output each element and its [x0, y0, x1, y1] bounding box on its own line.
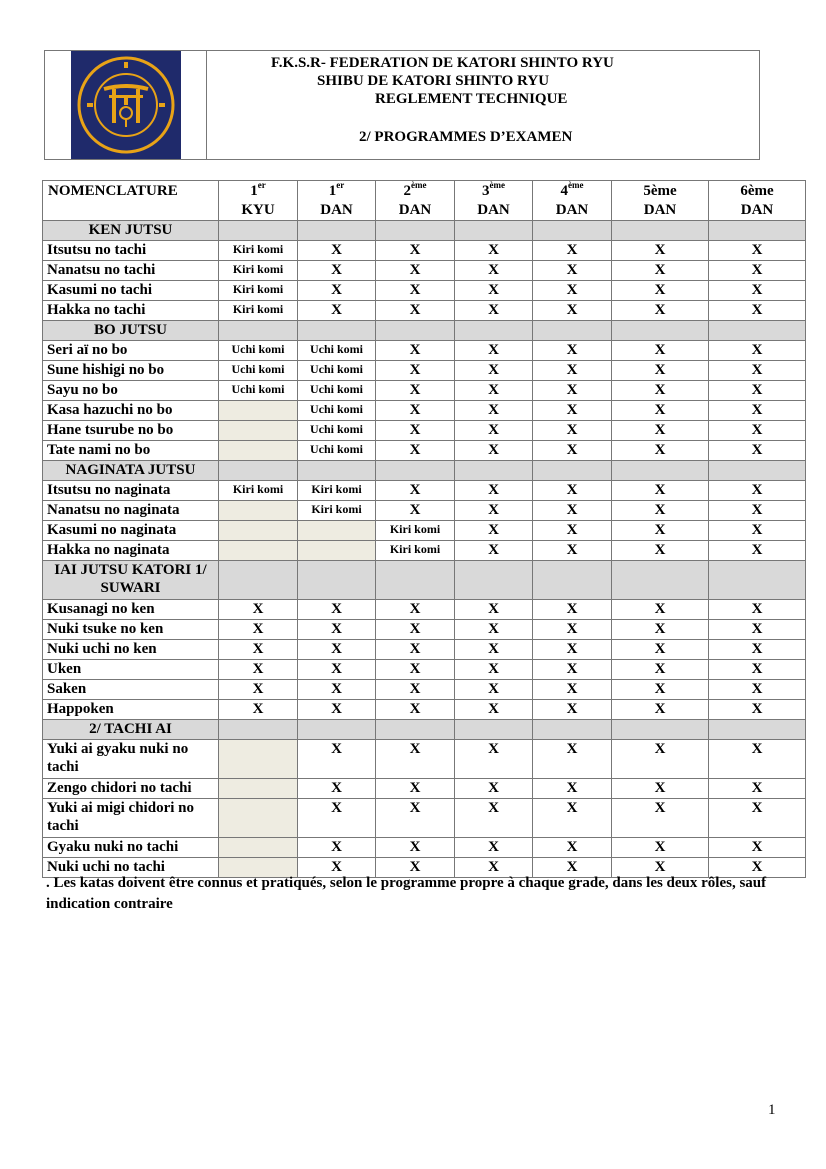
section-empty-cell: [219, 461, 298, 481]
kata-name: Sune hishigi no bo: [43, 361, 219, 381]
exam-program-table: [42, 180, 806, 878]
kata-name: Sayu no bo: [43, 381, 219, 401]
section-empty-cell: [612, 561, 709, 600]
section-empty-cell: [612, 221, 709, 241]
grade-cell: X: [455, 700, 533, 720]
grade-cell: X: [376, 421, 455, 441]
kata-name: Happoken: [43, 700, 219, 720]
grade-cell: X: [533, 541, 612, 561]
grade-cell: X: [533, 600, 612, 620]
grade-cell: X: [376, 401, 455, 421]
grade-cell: X: [455, 858, 533, 878]
grade-cell: X: [612, 660, 709, 680]
header-line-programmes: 2/ PROGRAMMES D’EXAMEN: [359, 129, 573, 145]
grade-cell: X: [219, 640, 298, 660]
section-empty-cell: [709, 561, 806, 600]
grade-cell: X: [612, 541, 709, 561]
table-row: [43, 281, 806, 301]
grade-cell: X: [376, 660, 455, 680]
grade-cell: X: [612, 799, 709, 838]
grade-cell: X: [455, 261, 533, 281]
grade-cell: X: [709, 779, 806, 799]
grade-cell: X: [612, 301, 709, 321]
grade-cell: X: [612, 341, 709, 361]
grade-cell: X: [298, 281, 376, 301]
grade-cell: Uchi komi: [298, 421, 376, 441]
grade-cell: X: [455, 241, 533, 261]
table-row: [43, 401, 806, 421]
table-row: [43, 838, 806, 858]
kata-name: Kasumi no tachi: [43, 281, 219, 301]
table-section-row: [43, 561, 806, 600]
grade-cell: X: [709, 441, 806, 461]
grade-cell: X: [298, 799, 376, 838]
table-row: [43, 799, 806, 838]
grade-cell: X: [612, 421, 709, 441]
table-row: [43, 541, 806, 561]
grade-cell: X: [709, 660, 806, 680]
grade-cell: X: [612, 600, 709, 620]
grade-cell: X: [455, 680, 533, 700]
grade-cell: X: [376, 381, 455, 401]
grade-cell: X: [376, 301, 455, 321]
grade-cell: X: [533, 838, 612, 858]
grade-cell: X: [455, 281, 533, 301]
section-empty-cell: [219, 221, 298, 241]
grade-cell: X: [455, 779, 533, 799]
grade-cell: X: [376, 361, 455, 381]
kata-name: Itsutsu no naginata: [43, 481, 219, 501]
table-row: [43, 640, 806, 660]
grade-cell: X: [219, 680, 298, 700]
grade-cell: X: [533, 281, 612, 301]
empty-cell: [219, 799, 298, 838]
grade-cell: X: [376, 620, 455, 640]
grade-cell: X: [709, 241, 806, 261]
grade-cell: X: [298, 680, 376, 700]
table-row: [43, 361, 806, 381]
grade-cell: X: [612, 441, 709, 461]
fksr-logo-icon: [71, 51, 181, 159]
grade-cell: X: [455, 501, 533, 521]
section-empty-cell: [612, 321, 709, 341]
section-empty-cell: [455, 461, 533, 481]
section-empty-cell: [219, 321, 298, 341]
grade-cell: X: [455, 660, 533, 680]
grade-cell: X: [298, 301, 376, 321]
grade-cell: X: [533, 680, 612, 700]
grade-cell: Kiri komi: [298, 481, 376, 501]
grade-cell: X: [455, 381, 533, 401]
grade-cell: X: [709, 838, 806, 858]
kata-name: Yuki ai migi chidori no tachi: [43, 799, 219, 838]
grade-cell: X: [455, 640, 533, 660]
grade-cell: X: [612, 501, 709, 521]
grade-cell: X: [376, 799, 455, 838]
grade-cell: X: [376, 740, 455, 779]
grade-cell: X: [612, 640, 709, 660]
grade-cell: X: [219, 600, 298, 620]
section-empty-cell: [298, 221, 376, 241]
grade-cell: Kiri komi: [298, 501, 376, 521]
empty-cell: [219, 838, 298, 858]
column-header-grade: 5ème DAN: [612, 181, 709, 221]
section-empty-cell: [376, 221, 455, 241]
section-empty-cell: [533, 561, 612, 600]
section-empty-cell: [455, 321, 533, 341]
kata-name: Tate nami no bo: [43, 441, 219, 461]
table-row: [43, 421, 806, 441]
grade-cell: X: [612, 680, 709, 700]
grade-cell: X: [455, 341, 533, 361]
table-row: [43, 740, 806, 779]
grade-cell: X: [533, 261, 612, 281]
grade-cell: X: [455, 521, 533, 541]
section-empty-cell: [533, 461, 612, 481]
header-line-shibu: SHIBU DE KATORI SHINTO RYU: [317, 73, 550, 89]
kata-name: Nuki tsuke no ken: [43, 620, 219, 640]
kata-name: Saken: [43, 680, 219, 700]
grade-cell: X: [376, 501, 455, 521]
document-header: [44, 50, 760, 160]
grade-cell: X: [612, 700, 709, 720]
grade-cell: X: [709, 421, 806, 441]
table-row: [43, 241, 806, 261]
table-row: [43, 700, 806, 720]
empty-cell: [219, 740, 298, 779]
grade-cell: X: [455, 361, 533, 381]
grade-cell: X: [533, 361, 612, 381]
grade-cell: X: [376, 779, 455, 799]
table-row: [43, 521, 806, 541]
column-header-grade: 1er DAN: [298, 181, 376, 221]
grade-cell: Uchi komi: [219, 361, 298, 381]
grade-cell: X: [455, 799, 533, 838]
grade-cell: X: [533, 799, 612, 838]
column-header-grade: 6ème DAN: [709, 181, 806, 221]
kata-name: Zengo chidori no tachi: [43, 779, 219, 799]
grade-cell: X: [612, 838, 709, 858]
grade-cell: X: [612, 521, 709, 541]
grade-cell: X: [533, 441, 612, 461]
header-titles: [207, 51, 759, 159]
section-empty-cell: [612, 720, 709, 740]
grade-cell: X: [612, 620, 709, 640]
table-row: [43, 301, 806, 321]
grade-cell: X: [376, 481, 455, 501]
grade-cell: X: [376, 341, 455, 361]
grade-cell: Uchi komi: [298, 361, 376, 381]
grade-cell: X: [709, 501, 806, 521]
grade-cell: X: [709, 381, 806, 401]
grade-cell: X: [376, 441, 455, 461]
column-header-grade: 2ème DAN: [376, 181, 455, 221]
section-title: KEN JUTSU: [43, 221, 219, 241]
section-title: IAI JUTSU KATORI 1/ SUWARI: [43, 561, 219, 600]
grade-cell: X: [533, 660, 612, 680]
grade-cell: X: [455, 541, 533, 561]
grade-cell: X: [612, 401, 709, 421]
grade-cell: X: [533, 740, 612, 779]
table-row: [43, 381, 806, 401]
grade-cell: Uchi komi: [219, 381, 298, 401]
grade-cell: X: [533, 301, 612, 321]
grade-cell: X: [709, 700, 806, 720]
kata-name: Nuki uchi no ken: [43, 640, 219, 660]
grade-cell: X: [298, 600, 376, 620]
grade-cell: X: [533, 341, 612, 361]
grade-cell: X: [298, 838, 376, 858]
column-header-grade: 4ème DAN: [533, 181, 612, 221]
grade-cell: X: [376, 700, 455, 720]
section-empty-cell: [533, 321, 612, 341]
header-line-reglement: REGLEMENT TECHNIQUE: [375, 91, 568, 107]
table-row: [43, 600, 806, 620]
table-section-row: [43, 221, 806, 241]
grade-cell: X: [298, 261, 376, 281]
table-section-row: [43, 720, 806, 740]
section-empty-cell: [376, 561, 455, 600]
grade-cell: Kiri komi: [219, 241, 298, 261]
grade-cell: X: [298, 779, 376, 799]
empty-cell: [219, 501, 298, 521]
grade-cell: X: [455, 301, 533, 321]
logo-cell: [45, 51, 207, 159]
grade-cell: X: [376, 241, 455, 261]
grade-cell: X: [533, 700, 612, 720]
table-row: [43, 680, 806, 700]
section-empty-cell: [612, 461, 709, 481]
grade-cell: X: [533, 401, 612, 421]
grade-cell: X: [376, 281, 455, 301]
section-title: NAGINATA JUTSU: [43, 461, 219, 481]
kata-name: Itsutsu no tachi: [43, 241, 219, 261]
grade-cell: X: [376, 858, 455, 878]
grade-cell: X: [298, 620, 376, 640]
table-header-row: [43, 181, 806, 221]
table-row: [43, 501, 806, 521]
grade-cell: X: [298, 858, 376, 878]
section-empty-cell: [709, 321, 806, 341]
grade-cell: X: [219, 660, 298, 680]
grade-cell: X: [709, 521, 806, 541]
section-title: BO JUTSU: [43, 321, 219, 341]
grade-cell: X: [376, 600, 455, 620]
table-section-row: [43, 321, 806, 341]
section-empty-cell: [709, 720, 806, 740]
kata-name: Nuki uchi no tachi: [43, 858, 219, 878]
grade-cell: X: [612, 281, 709, 301]
table-row: [43, 620, 806, 640]
section-title: 2/ TACHI AI: [43, 720, 219, 740]
grade-cell: X: [376, 680, 455, 700]
empty-cell: [298, 541, 376, 561]
page-number: 1: [768, 1102, 776, 1118]
table-row: [43, 779, 806, 799]
grade-cell: X: [533, 481, 612, 501]
section-empty-cell: [298, 561, 376, 600]
grade-cell: X: [533, 858, 612, 878]
grade-cell: Kiri komi: [219, 301, 298, 321]
grade-cell: X: [709, 740, 806, 779]
grade-cell: X: [709, 858, 806, 878]
empty-cell: [219, 421, 298, 441]
grade-cell: X: [298, 740, 376, 779]
grade-cell: X: [219, 700, 298, 720]
kata-name: Kusanagi no ken: [43, 600, 219, 620]
grade-cell: X: [709, 799, 806, 838]
grade-cell: X: [612, 481, 709, 501]
table-section-row: [43, 461, 806, 481]
section-empty-cell: [376, 461, 455, 481]
grade-cell: X: [612, 261, 709, 281]
grade-cell: X: [376, 838, 455, 858]
grade-cell: X: [709, 541, 806, 561]
grade-cell: Uchi komi: [298, 401, 376, 421]
grade-cell: X: [219, 620, 298, 640]
grade-cell: X: [533, 381, 612, 401]
section-empty-cell: [455, 561, 533, 600]
grade-cell: Uchi komi: [298, 381, 376, 401]
footnote: . Les katas doivent être connus et pratiqués, selon le programme propre à chaque grade, dans les deux rôles, sauf indication contraire: [46, 875, 767, 912]
empty-cell: [219, 541, 298, 561]
empty-cell: [298, 521, 376, 541]
section-empty-cell: [219, 561, 298, 600]
grade-cell: X: [455, 441, 533, 461]
grade-cell: X: [298, 660, 376, 680]
grade-cell: X: [298, 241, 376, 261]
table-row: [43, 481, 806, 501]
grade-cell: X: [709, 261, 806, 281]
grade-cell: X: [612, 740, 709, 779]
grade-cell: X: [533, 620, 612, 640]
grade-cell: X: [709, 600, 806, 620]
table-row: [43, 341, 806, 361]
empty-cell: [219, 401, 298, 421]
grade-cell: Kiri komi: [219, 261, 298, 281]
table-row: [43, 261, 806, 281]
kata-name: Seri aï no bo: [43, 341, 219, 361]
empty-cell: [219, 521, 298, 541]
empty-cell: [219, 779, 298, 799]
grade-cell: X: [455, 740, 533, 779]
grade-cell: X: [376, 261, 455, 281]
kata-name: Nanatsu no naginata: [43, 501, 219, 521]
grade-cell: X: [376, 640, 455, 660]
grade-cell: Kiri komi: [376, 521, 455, 541]
table-row: [43, 660, 806, 680]
kata-name: Kasa hazuchi no bo: [43, 401, 219, 421]
grade-cell: X: [533, 421, 612, 441]
grade-cell: X: [709, 281, 806, 301]
grade-cell: X: [455, 620, 533, 640]
grade-cell: Uchi komi: [298, 341, 376, 361]
kata-name: Hane tsurube no bo: [43, 421, 219, 441]
grade-cell: X: [455, 481, 533, 501]
section-empty-cell: [219, 720, 298, 740]
grade-cell: X: [709, 620, 806, 640]
kata-name: Gyaku nuki no tachi: [43, 838, 219, 858]
grade-cell: X: [533, 779, 612, 799]
grade-cell: X: [533, 241, 612, 261]
section-empty-cell: [709, 461, 806, 481]
grade-cell: X: [533, 521, 612, 541]
grade-cell: X: [612, 779, 709, 799]
grade-cell: X: [612, 858, 709, 878]
grade-cell: X: [533, 501, 612, 521]
grade-cell: X: [709, 341, 806, 361]
section-empty-cell: [376, 720, 455, 740]
kata-name: Uken: [43, 660, 219, 680]
header-line-federation: F.K.S.R- FEDERATION DE KATORI SHINTO RYU: [271, 55, 614, 71]
grade-cell: X: [709, 680, 806, 700]
column-header-grade: 3ème DAN: [455, 181, 533, 221]
grade-cell: Uchi komi: [219, 341, 298, 361]
section-empty-cell: [298, 461, 376, 481]
grade-cell: X: [612, 381, 709, 401]
kata-name: Hakka no naginata: [43, 541, 219, 561]
section-empty-cell: [455, 720, 533, 740]
grade-cell: X: [709, 401, 806, 421]
grade-cell: X: [533, 640, 612, 660]
grade-cell: X: [455, 401, 533, 421]
grade-cell: X: [612, 241, 709, 261]
grade-cell: X: [455, 600, 533, 620]
column-header-nomenclature: NOMENCLATURE: [43, 181, 219, 221]
section-empty-cell: [533, 720, 612, 740]
grade-cell: X: [612, 361, 709, 381]
grade-cell: Uchi komi: [298, 441, 376, 461]
section-empty-cell: [298, 720, 376, 740]
section-empty-cell: [376, 321, 455, 341]
grade-cell: X: [709, 301, 806, 321]
kata-name: Yuki ai gyaku nuki no tachi: [43, 740, 219, 779]
section-empty-cell: [709, 221, 806, 241]
kata-name: Nanatsu no tachi: [43, 261, 219, 281]
grade-cell: X: [709, 640, 806, 660]
grade-cell: Kiri komi: [219, 281, 298, 301]
grade-cell: X: [709, 481, 806, 501]
section-empty-cell: [455, 221, 533, 241]
grade-cell: X: [709, 361, 806, 381]
empty-cell: [219, 441, 298, 461]
kata-name: Hakka no tachi: [43, 301, 219, 321]
grade-cell: X: [455, 421, 533, 441]
grade-cell: X: [455, 838, 533, 858]
section-empty-cell: [298, 321, 376, 341]
grade-cell: Kiri komi: [376, 541, 455, 561]
grade-cell: Kiri komi: [219, 481, 298, 501]
section-empty-cell: [533, 221, 612, 241]
column-header-grade: 1er KYU: [219, 181, 298, 221]
grade-cell: X: [298, 640, 376, 660]
grade-cell: X: [298, 700, 376, 720]
kata-name: Kasumi no naginata: [43, 521, 219, 541]
table-row: [43, 441, 806, 461]
